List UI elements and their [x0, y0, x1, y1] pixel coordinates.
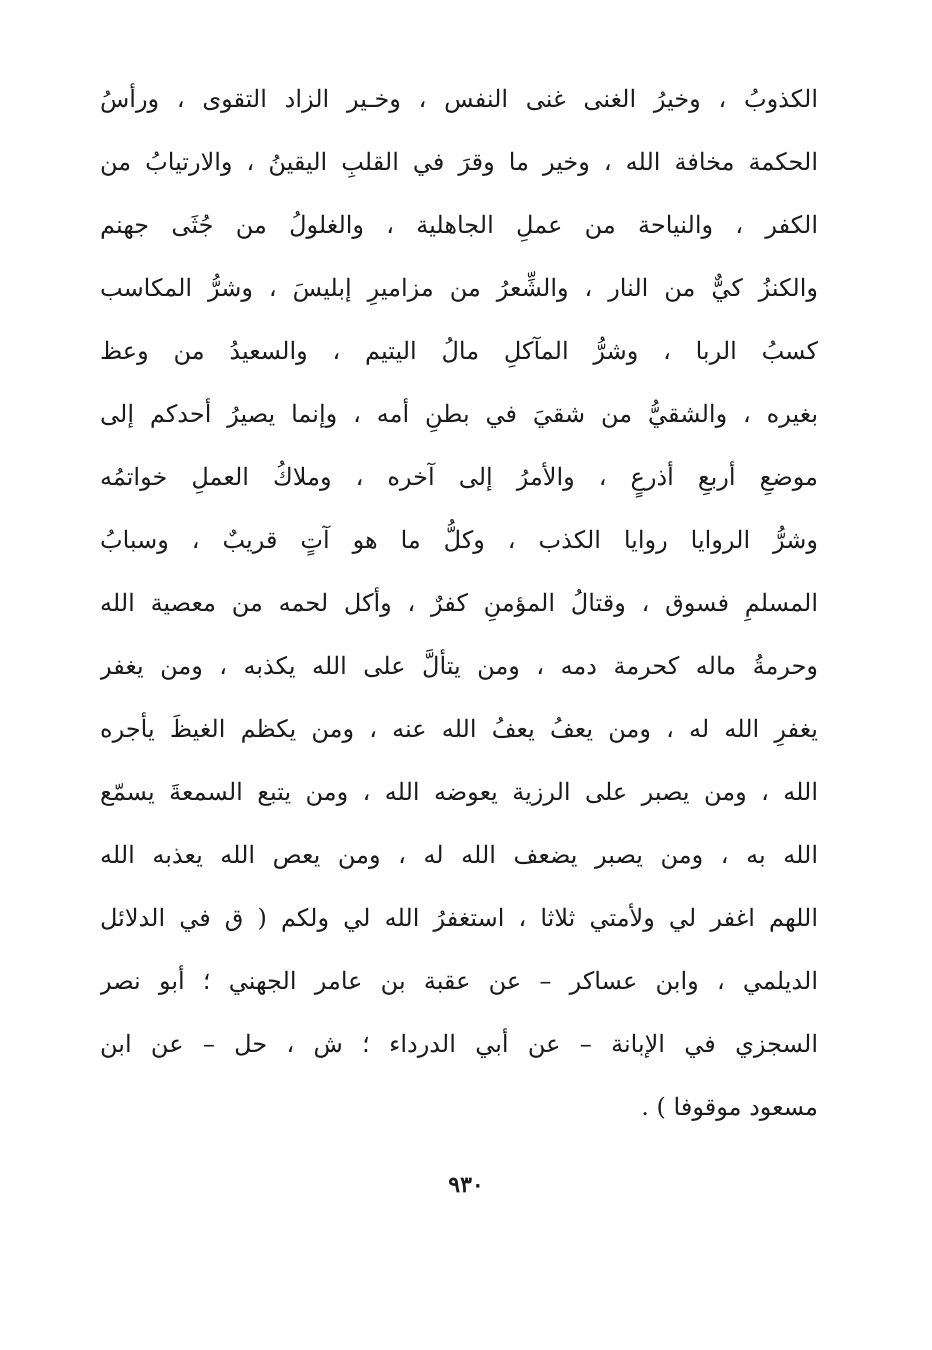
text-line: الله ، ومن يصبر على الرزية يعوضه الله ، ومن يتبع السمعةَ يسمّع	[100, 778, 818, 806]
text-line: يغفرِ الله له ، ومن يعفُ يعفُ الله عنه ، ومن يكظم الغيظَ يأجره	[100, 715, 818, 743]
text-line: الكفر ، والنياحة من عملِ الجاهلية ، والغلولُ من جُثَى جهنم	[100, 211, 818, 239]
text-line: السجزي في الإبانة – عن أبي الدرداء ؛ ش ، حل – عن ابن	[100, 1030, 818, 1058]
text-line: الحكمة مخافة الله ، وخير ما وقرَ في القلبِ اليقينُ ، والارتيابُ من	[100, 148, 818, 176]
page-number: ٩٣٠	[448, 1172, 484, 1198]
text-line: الكذوبُ ، وخيرُ الغنى غنى النفس ، وخـير الزاد التقوى ، ورأسُ	[100, 85, 818, 113]
text-line: كسبُ الربا ، وشرُّ المآكلِ مالُ اليتيم ، والسعيدُ من وعظ	[100, 337, 818, 365]
text-line: بغيره ، والشقيُّ من شقيَ في بطنِ أمه ، وإنما يصيرُ أحدكم إلى	[100, 400, 818, 428]
text-line: وشرُّ الروايا روايا الكذب ، وكلُّ ما هو آتٍ قريبٌ ، وسبابُ	[100, 526, 818, 554]
text-line: الله به ، ومن يصبر يضعف الله له ، ومن يعص الله يعذبه الله	[100, 841, 818, 869]
text-line: اللهم اغفر لي ولأمتي ثلاثا ، استغفرُ الله لي ولكم ( ق في الدلائل	[100, 904, 818, 932]
text-line: المسلمِ فسوق ، وقتالُ المؤمنِ كفرٌ ، وأكل لحمه من معصية الله	[100, 589, 818, 617]
body-text	[100, 68, 818, 1139]
text-line: موضعِ أربعِ أذرعٍ ، والأمرُ إلى آخره ، وملاكُ العملِ خواتمُه	[100, 463, 818, 491]
text-line: مسعود موقوفا ) .	[641, 1093, 818, 1121]
text-line: والكنزُ كيٌّ من النار ، والشِّعرُ من مزاميرِ إبليسَ ، وشرُّ المكاسب	[100, 274, 818, 302]
text-line: وحرمةُ ماله كحرمة دمه ، ومن يتألَّ على الله يكذبه ، ومن يغفر	[100, 652, 818, 680]
text-line: الديلمي ، وابن عساكر – عن عقبة بن عامر الجهني ؛ أبو نصر	[100, 967, 818, 995]
